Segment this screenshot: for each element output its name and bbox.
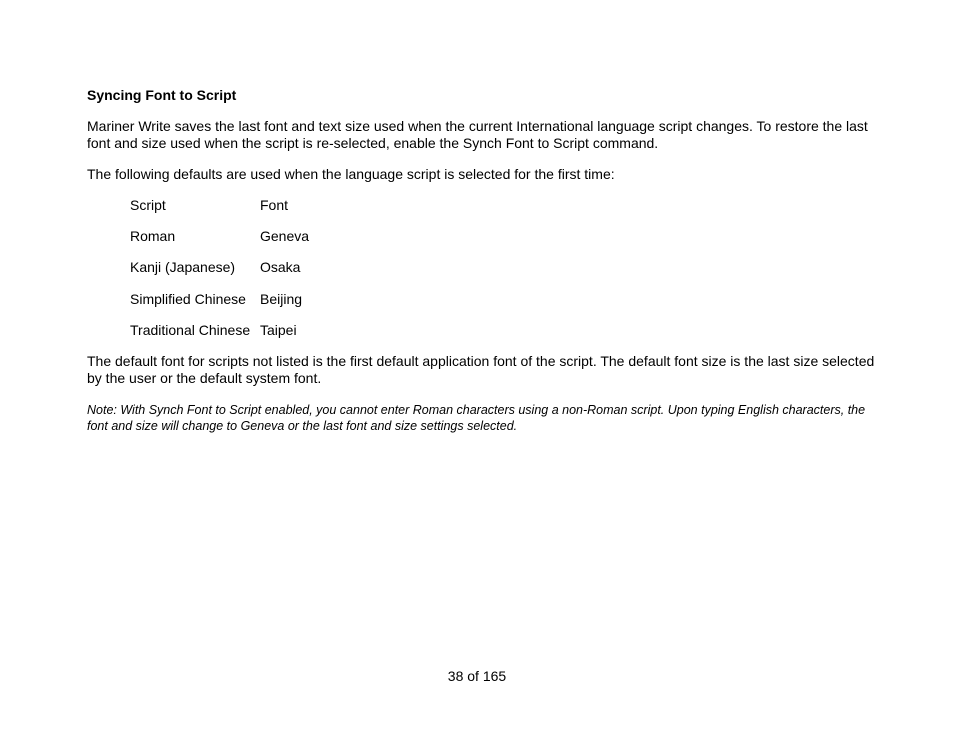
table-cell-font: Geneva bbox=[260, 228, 310, 244]
table-header-font: Font bbox=[260, 197, 289, 213]
table-cell-script: Kanji (Japanese) bbox=[130, 259, 236, 275]
table-cell-font: Osaka bbox=[260, 259, 301, 275]
intro-paragraph: Mariner Write saves the last font and text size used when the current International language script changes. To restore the last font and size used when the script is re-selected, enable the Synch Font to Script command. bbox=[87, 118, 868, 151]
table-cell-font: Taipei bbox=[260, 322, 297, 338]
table-header-script: Script bbox=[130, 197, 166, 213]
note-paragraph: Note: With Synch Font to Script enabled, you cannot enter Roman characters using a non-Roman script. Upon typing English characters, the font and size will change to Geneva or the last font and size settings selected. bbox=[87, 403, 866, 433]
table-cell-script: Roman bbox=[130, 228, 176, 244]
table-cell-font: Beijing bbox=[260, 291, 303, 307]
page-number: 38 of 165 bbox=[447, 668, 507, 684]
table-cell-script: Traditional Chinese bbox=[130, 322, 251, 338]
table-cell-script: Simplified Chinese bbox=[130, 291, 246, 307]
defaults-paragraph: The following defaults are used when the language script is selected for the first time: bbox=[87, 166, 615, 182]
section-heading: Syncing Font to Script bbox=[87, 87, 237, 103]
default-font-paragraph: The default font for scripts not listed is the first default application font of the script. The default font size is the last size selected by the user or the default system font. bbox=[87, 353, 875, 386]
